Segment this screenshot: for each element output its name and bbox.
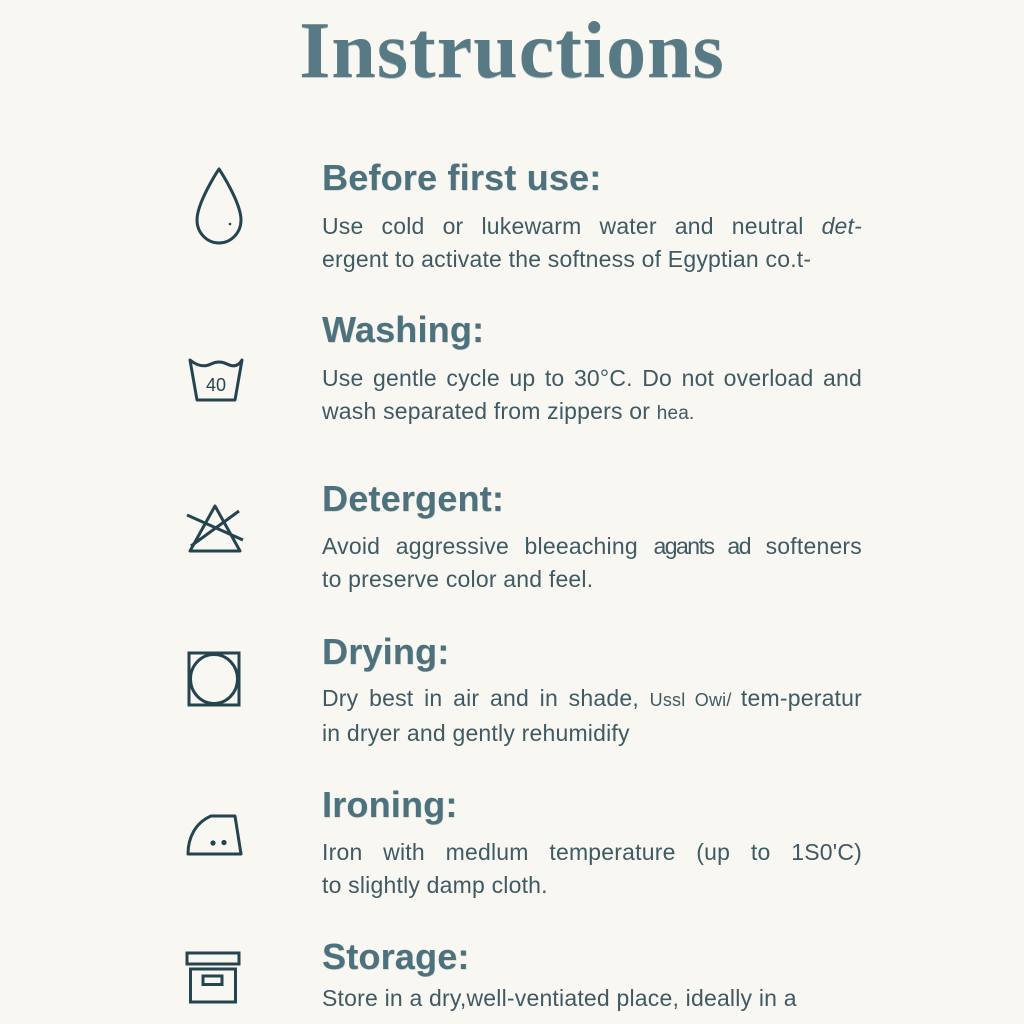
body-line: Iron with medlum temperature (up to 1S0'C) <box>322 839 862 865</box>
iron-icon <box>184 812 244 858</box>
section-heading-detergent: Detergent: <box>322 478 505 519</box>
section-body-storage <box>322 982 862 1015</box>
body-line: to preserve color and feel. <box>322 566 594 592</box>
body-line: ergent to activate the softness of Egyptian co.t- <box>322 246 812 272</box>
section-heading-before-first-use: Before first use: <box>322 157 602 198</box>
body-line: in dryer and gently rehumidify <box>322 720 630 746</box>
body-text: wash separated from zippers or <box>322 398 657 424</box>
section-heading-washing: Washing: <box>322 309 485 350</box>
do-not-bleach-icon <box>184 498 246 556</box>
section-body-washing <box>322 362 862 430</box>
wash-tub-40-icon <box>187 356 245 404</box>
wash-temperature-label: 40 <box>205 375 227 395</box>
body-line <box>322 210 862 243</box>
body-line: Use gentle cycle up to 30°C. Do not overload and <box>322 365 862 391</box>
body-text-italic: det- <box>821 213 862 239</box>
section-body-before-first-use <box>322 210 862 276</box>
body-text-small: Ussl Owi/ <box>649 690 741 710</box>
section-body-ironing <box>322 836 862 902</box>
section-heading-drying: Drying: <box>322 631 450 672</box>
section-body-detergent <box>322 530 862 596</box>
body-text: Use cold or lukewarm water and neutral <box>322 213 822 239</box>
body-line: to slightly damp cloth. <box>322 872 548 898</box>
section-heading-storage: Storage: <box>322 936 470 977</box>
body-line <box>322 395 862 430</box>
body-text: Dry best in air and in shade, <box>322 685 650 711</box>
section-heading-ironing: Ironing: <box>322 784 458 825</box>
body-text-condensed: agants ad <box>653 533 750 559</box>
body-text-small: hea. <box>656 403 695 424</box>
body-text: Avoid aggressive bleeaching <box>322 533 654 559</box>
body-text: softeners <box>749 533 862 559</box>
storage-box-icon <box>183 950 243 1008</box>
body-line <box>322 530 862 563</box>
water-drop-icon <box>190 166 248 246</box>
section-body-drying <box>322 682 862 750</box>
page-title: Instructions <box>299 7 725 95</box>
body-text: tem-peratur <box>740 685 862 711</box>
body-line <box>322 682 862 717</box>
tumble-dry-icon <box>186 650 242 708</box>
body-line: Store in a dry,well-ventiated place, ideally in a <box>322 985 797 1011</box>
